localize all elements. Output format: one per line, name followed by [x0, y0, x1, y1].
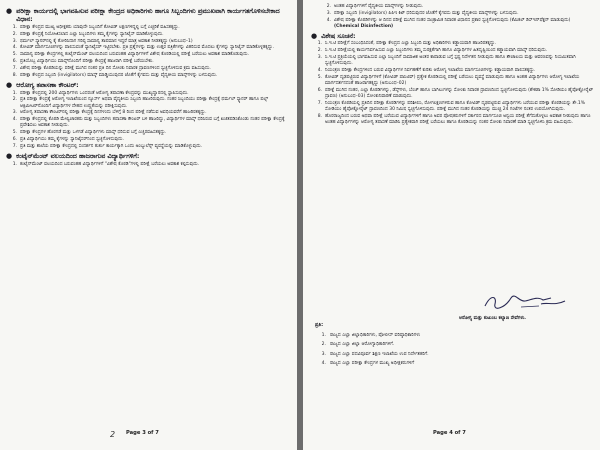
section-containment — [6, 152, 291, 168]
list-item: 4. ಕೋವಿಡ್ ಮಾರ್ಗಸೂಚಿಗಳನ್ನು ಪಾಲಿಸುವಂತೆ ಸ್ಯಾನಿಟೈಸರ್ ಇಟ್ಟಿರಬೇಕು. ಪ್ರತಿ ಪ್ರಶ್ನೆಗಳನ್ನು ಮತ್ತು ಉತ್ತರ ಪತ್ರಿಕೆಗಳನ್ನು ವಿತರಿಸುವ ಮೊದಲು ಕೈಗಳನ್ನು ಸ್ಯಾನಿಟೈಸ್ ಮಾಡಿಕೊಳ್ಳತಕ್ಕದ್ದು. — [12, 45, 274, 51]
section-heading: ● ಕಂಟೈನ್‌ಮೆಂಟ್ ವಲಯದಿಂದ ಹಾಜರಾಗುವ ವಿದ್ಯಾರ್ಥಿಗಳಿಗೆ: — [6, 152, 140, 161]
list-item: 2. ಪರೀಕ್ಷಾ ಕೇಂದ್ರಕ್ಕೆ ನಿಯೋಜಿಸಲಾದ ಎಲ್ಲಾ ಸಿಬ್ಬಂದಿಗಳು ತಮ್ಮ ಕೈಗಳನ್ನು ಸ್ಯಾನಿಟೈಸ್ ಮಾಡಿಕೊಳ್ಳುವುದು. — [12, 31, 164, 37]
list-item: 2. ಸಿ.ಇ.ಟಿ ಪರೀಕ್ಷೆಯಲ್ಲಿ ಕಾರ್ಯನಿರ್ವಹಿಸುವ ಎಲ್ಲಾ ಸಿಬ್ಬಂದಿಗಳು ತಮ್ಮ ಸುರಕ್ಷತೆಗಾಗಿ ಹಾಗೂ ವಿದ್ಯಾರ್ಥಿಗಳ ಹಿತದೃಷ್ಟಿಯಿಂದ ಕಡ್ಡಾಯವಾಗಿ ಮಾಸ್ಕ್ ಧರಿಸುವುದು. — [317, 48, 548, 54]
signature-icon — [481, 292, 571, 312]
section-exam-staff — [6, 7, 291, 79]
list-item: 6. ಪರೀಕ್ಷೆ ಮುಗಿದ ನಂತರ, ಎಲ್ಲಾ ಕೊಠಡಿಗಳನ್ನು, ಡೆಸ್ಕ್‌ಗಳು, ಬೆಂಚ್ ಹಾಗೂ ಬಾಗಿಲುಗಳನ್ನು ಸೋಂಕು ನಿವಾರಕ ದ್ರಾವಣದಿಂದ ಸ್ವಚ್ಛಗೊಳಿಸುವುದು (ಶೇಕಡಾ 1% ಸೋಡಿಯಂ ಹೈಪೋಕ್ಲೋರೈಟ್ ದ್ರಾವಣ) (ಅನುಬಂಧ–03) ಸೋಂಕುನಿವಾರಣೆ ಮಾಡುವುದು. — [317, 88, 594, 100]
list-item: 3. ಪರೀಕ್ಷಾ ಸಿಬ್ಬಂದಿ (invigilators) ಪಿಪಿಇ ಕಿಟ್ ಧರಿಸುವುದರ ಜೊತೆಗೆ ಕೈಗವಸು ಮತ್ತು ವೈದ್ಯಕೀಯ ಮಾಸ್ಕ್‌ಗಳನ್ನು ಬಳಸುವುದು. — [326, 10, 519, 16]
list-item: 5. ಕೋವಿಡ್ ದೃಢಪಟ್ಟಿರುವ ವಿದ್ಯಾರ್ಥಿಗಳಿಗೆ (ಕೋವಿಡ್ ಪಾಸಿಟಿವ್) ಪ್ರತ್ಯೇಕ ಕೊಠಡಿಯಲ್ಲಿ ಪರೀಕ್ಷೆ ಬರೆಯಲು ವ್ಯವಸ್ಥೆ ಮಾಡುವುದು ಹಾಗೂ ಅಂತಹ ವಿದ್ಯಾರ್ಥಿಗಳು ಆರೋಗ್ಯ ಇಲಾಖೆಯ ಮಾರ್ಗದರ್ಶನದಂತೆ ಹಾಜರಾಗತಕ್ಕದ್ದು (ಅನುಬಂಧ–02) — [317, 75, 580, 87]
list-item: 2. ಅಂತಹ ವಿದ್ಯಾರ್ಥಿಗಳಿಗೆ ವೈದ್ಯಕೀಯ ಮಾಸ್ಕ್‌ಗಳನ್ನು ನೀಡುವುದು. — [326, 4, 424, 9]
list-item: 3. ರಾಜ್ಯದ ಎಲ್ಲಾ ಪದವಿಪೂರ್ವ ಶಿಕ್ಷಣ ಇಲಾಖೆಯ ಉಪ ನಿರ್ದೇಶಕರಿಗೆ. — [321, 351, 429, 357]
list-item: 7. ಪ್ರತಿ ಮತ್ತು ಶಾಲೆಯ ಪರೀಕ್ಷಾ ಕೇಂದ್ರದಲ್ಲಿ ಸಂದರ್ಶನ ತುರ್ತು ಕಾರ್ಯಕ್ಕಾಗಿ ಒಂದು ಅಂಬ್ಯುಲೆನ್ಸ್ ವ್ಯವಸ್ಥೆಯನ್ನು ಮಾಡಿಕೊಳ್ಳುವುದು. — [12, 144, 203, 150]
list-item: 1. ಪರೀಕ್ಷಾ ಕೇಂದ್ರದಲ್ಲಿ 200 ವಿದ್ಯಾರ್ಥಿಗಳು ಒಂದರಂತೆ ಆರೋಗ್ಯ ತಪಾಸಣಾ ಕೇಂದ್ರವನ್ನು ಮುಖ್ಯದ್ವಾರದಲ್ಲಿ ಸ್ಥಾಪಿಸುವುದು. — [12, 90, 189, 96]
list-item: 6. ಪ್ರತಿಯೊಬ್ಬ ವಿದ್ಯಾರ್ಥಿಯು ಮಾಸ್ಕ್‌ನೊಂದಿಗೆ ಪರೀಕ್ಷಾ ಕೇಂದ್ರಕ್ಕೆ ಹಾಜರಾಗಿ ಪರೀಕ್ಷೆ ಬರೆಯಬೇಕು. — [12, 59, 154, 65]
section-heading: ● ವಿಶೇಷ ಸೂಚನೆ: — [311, 31, 356, 40]
list-item: 6. ಪ್ರತಿ ವಿದ್ಯಾರ್ಥಿಯು ತಮ್ಮ ಕೈಗಳನ್ನು ಸ್ಯಾನಿಟೈಸರ್‌ನಿಂದ ಸ್ವಚ್ಛಗೊಳಿಸುವುದು. — [12, 137, 124, 143]
list-item: 1. ಕಂಟೈನ್‌ಮೆಂಟ್ ವಲಯದಿಂದ ಬರುವಂತಹ ವಿದ್ಯಾರ್ಥಿಗಳಿಗೆ "ವಿಶೇಷ ಕೊಠಡಿ"ಗಳಲ್ಲಿ ಪರೀಕ್ಷೆ ಬರೆಯಲು ಅವಕಾಶ ಕಲ್ಪಿಸುವುದು. — [12, 161, 200, 167]
section-special-instructions — [311, 32, 594, 126]
list-item: 1. ಪರೀಕ್ಷಾ ಕೇಂದ್ರದ ಮುಖ್ಯ ಅಧೀಕ್ಷಕರು ಯಾವುದೇ ಸಿಬ್ಬಂದಿಗೆ ಕೋವಿಡ್ ಲಕ್ಷಣಗಳಿದ್ದಲ್ಲಿ ಬಗ್ಗೆ ಎಚ್ಚರಿಕೆ ವಹಿಸತಕ್ಕದ್ದು. — [12, 24, 180, 30]
containment-continued — [311, 4, 594, 30]
list-item: 4. ವಿಶೇಷ ಪರೀಕ್ಷಾ ಕೊಠಡಿಗಳನ್ನು ಆ ದಿನದ ಪರೀಕ್ಷೆ ಮುಗಿದ ನಂತರ ಸಾಂಕ್ರಾಮಿಕ ನಿವಾರಕ ವಿಧಾನದ ಪ್ರಕಾರ ಸ್ವಚ್ಛಗೊಳಿಸುವುದು (ಕೆಮಿಕಲ್ ಡಿಸ್‌ಇನ್‌ಫೆಕ್ಷನ್ ಮಾಡುವುದು) (Chemical Disinfection) — [326, 17, 571, 29]
chemical-disinfection-note: (Chemical Disinfection) — [334, 23, 394, 29]
bullet-icon: ● — [6, 152, 13, 161]
section-health-counter — [6, 81, 291, 150]
list-item: 5. ಸಾಮಾನ್ಯ ಪರೀಕ್ಷಾ ಕೇಂದ್ರಗಳಲ್ಲಿ ಕಂಟೈನ್‌ಮೆಂಟ್ ವಲಯದಿಂದ ಬರುವಂತಹ ವಿದ್ಯಾರ್ಥಿಗಳಿಗೆ ವಿಶೇಷ ಕೊಠಡಿಯಲ್ಲಿ ಪರೀಕ್ಷೆ ಬರೆಯಲು ಅವಕಾಶ ಮಾಡಿಕೊಡುವುದು. — [12, 52, 249, 58]
bullet-icon: ● — [6, 81, 13, 90]
list-item: 7. ವಿಶೇಷ ಪರೀಕ್ಷಾ ಕೊಠಡಿಯನ್ನು ಪರೀಕ್ಷೆ ಮುಗಿದ ನಂತರ ಪ್ರತಿ ದಿನ ಸೋಂಕು ನಿವಾರಕ ದ್ರಾವಣಗಳಿಂದ ಸ್ವಚ್ಛಗೊಳಿಸುವ ಕ್ರಮ ವಹಿಸುವುದು. — [12, 66, 211, 72]
signature-caption: ಆರೋಗ್ಯ ಮತ್ತು ಕುಟುಂಬ ಕಲ್ಯಾಣ ಸೇವೆಗಳು. — [459, 316, 527, 321]
list-item: 5. ಪರೀಕ್ಷಾ ಕೇಂದ್ರಗಳ ಹೊರಗಡೆ ಮತ್ತು ಒಳಗಡೆ ವಿದ್ಯಾರ್ಥಿಗಳು ಮಾಸ್ಕ್ ಧರಿಸುವ ಬಗ್ಗೆ ಎಚ್ಚರವಹಿಸತಕ್ಕದ್ದು. — [12, 130, 167, 136]
list-item: 4. ಪರೀಕ್ಷಾ ಕೇಂದ್ರದಲ್ಲಿ ಕೊಠಡಿ ಮೇಲ್ವಿಚಾರಕರು ಮತ್ತು ಸಿಬ್ಬಂದಿಗಳು ತಪಾಸಣಾ ಕೌಂಟರ್ ಬಳಿ ಹಾಜರಿದ್ದು, ವಿದ್ಯಾರ್ಥಿಗಳ ಮಾಸ್ಕ್ ಧರಿಸಿರುವ ಬಗ್ಗೆ ಖಚಿತಪಡಿಸಿಕೊಂಡು ನಂತರ ಪರೀಕ್ಷಾ ಕೇಂದ್ರಕ್ಕೆ ಪ್ರವೇಶಿಸಲು ಅವಕಾಶ ನೀಡುವುದು. — [12, 117, 285, 129]
copy-to-label: ಪ್ರತಿ: — [315, 322, 324, 328]
document-page-3 — [0, 0, 297, 450]
page-number: Page 3 of 7 — [126, 430, 159, 436]
list-item: 1. ಸಿ.ಇ.ಟಿ ಪರೀಕ್ಷೆಗೆ ಸಂಬಂಧಿಸಿದಂತೆ, ಪರೀಕ್ಷಾ ಕೇಂದ್ರದ ಎಲ್ಲಾ ಸಿಬ್ಬಂದಿ ಮತ್ತು ಅಧಿಕಾರಿಗಳು ಕಡ್ಡಾಯವಾಗಿ ಹಾಜರಿರತಕ್ಕದ್ದು. — [317, 41, 497, 47]
list-item: 8. ಪರೀಕ್ಷಾ ಕೇಂದ್ರದ ಸಿಬ್ಬಂದಿ (invigilators) ಮಾಸ್ಕ್ ಮಾಡ್ಡಿಯುವುದರ ಜೊತೆಗೆ ಕೈಗವಸು ಮತ್ತು ವೈದ್ಯಕೀಯ ಮಾಸ್ಕ್‌ಗಳನ್ನು ಬಳಸುವುದು. — [12, 73, 218, 79]
list-item: 4. ರಾಜ್ಯದ ಎಲ್ಲಾ ಪರೀಕ್ಷಾ ಕೇಂದ್ರಗಳ ಮುಖ್ಯ ಅಧೀಕ್ಷಕರುಗಳಿಗೆ — [321, 361, 415, 367]
list-item: 4. ನಿಯಂತ್ರಣ ಪರೀಕ್ಷಾ ಕೇಂದ್ರಗಳಿಂದ ಬರುವ ವಿದ್ಯಾರ್ಥಿಗಳ ನಿರ್ವಹಣೆಗೆ ಕುರಿತು ಆರೋಗ್ಯ ಇಲಾಖೆಯ ಮಾರ್ಗಸೂಚಿಗಳನ್ನು ಕಡ್ಡಾಯವಾಗಿ ಪಾಲಿಸತಕ್ಕದ್ದು. — [317, 68, 536, 74]
copy-to-list — [319, 332, 589, 370]
document-page-4 — [303, 0, 600, 450]
list-item: 3. ಸಿ.ಇ.ಟಿ ಪ್ರಕ್ರಿಯೆಯಲ್ಲಿ ಭಾಗವಹಿಸುವ ಎಲ್ಲಾ ಸಿಬ್ಬಂದಿಗೆ ಸಾಮಾಜಿಕ ಅಂತರ ಕಾಪಾಡುವ ಬಗ್ಗೆ ಸ್ಪಷ್ಟ ನಿರ್ದೇಶನ ನೀಡುವುದು ಹಾಗೂ ಶೌಚಾಲಯ ಮತ್ತು ಆವರಣವನ್ನು ನಿಯಮಿತವಾಗಿ ಸ್ವಚ್ಛಗೊಳಿಸುವುದು. — [317, 55, 576, 67]
section-heading: ● ಆರೋಗ್ಯ ತಪಾಸಣಾ ಕೌಂಟರ್: — [6, 81, 79, 90]
page-number: Page 4 of 7 — [433, 430, 466, 436]
list-item: 2. ರಾಜ್ಯದ ಎಲ್ಲಾ ಜಿಲ್ಲಾ ಆರೋಗ್ಯಾಧಿಕಾರಿಗಳಿಗೆ. — [321, 342, 395, 348]
list-item: 8. ಹೊರರಾಜ್ಯದಿಂದ ಬರುವ ಅಥವಾ ಪರೀಕ್ಷೆ ಬರೆಯುವ ವಿದ್ಯಾರ್ಥಿಗಳಿಗೆ ಹಾಗೂ ಅವರ ಪೋಷಕರುಗಳಿಗೆ ಸರ್ಕಾರದ ಮಾರ್ಗಸೂಚಿ ಅನ್ವಯ ಪರೀಕ್ಷೆ ತೆಗೆದುಕೊಳ್ಳಲು ಅವಕಾಶ ನೀಡುವುದು ಹಾಗೂ ಅಂತಹ ವಿದ್ಯಾರ್ಥಿಗಳನ್ನು ಆರೋಗ್ಯ ತಪಾಸಣೆ ಮಾಡಿಸಿ ಪ್ರತ್ಯೇಕವಾಗಿ ಪರೀಕ್ಷೆ ಬರೆಯಲು ಹಾಗೂ ಕೊಠಡಿಯನ್ನು ನಂತರ ಸೋಂಕು ನಿವಾರಣೆ ಮಾಡಿ ಸ್ವಚ್ಛಗೊಳಿಸಿ ಕ್ರಮ ವಹಿಸುವುದು. — [317, 113, 591, 126]
handwritten-page-mark: 2 — [110, 430, 116, 439]
list-item: 7. ನಿಯಂತ್ರಣ ಕೊಠಡಿಯಲ್ಲಿ ಪ್ರತಿದಿನ ಪರೀಕ್ಷಾ ಕೊಠಡಿಗಳನ್ನು ಪರಿಶೀಲಿಸಿ, ರೋಗಲಕ್ಷಣಗಳಿರುವ ಹಾಗೂ ಕೋವಿಡ್ ದೃಢಪಟ್ಟಿರುವ ವಿದ್ಯಾರ್ಥಿಗಳು ಬರೆಯುವ ಪರೀಕ್ಷಾ ಕೊಠಡಿಯನ್ನು ಶೇ.1% ಸೋಡಿಯಂ ಹೈಪೋಕ್ಲೋರೈಟ್ ದ್ರಾವಣದಿಂದ 30 ನಿಮಿಷ ಸ್ವಚ್ಛಗೊಳಿಸುವುದು. ಪರೀಕ್ಷೆ ಮುಗಿದ ನಂತರ ಕೊಠಡಿಯನ್ನು ಮುಚ್ಚಿ 24 ಗಂಟೆಗಳ ನಂತರ ಉಪಯೋಗಿಸುವುದು. — [317, 101, 586, 113]
section-heading: ● ಪರೀಕ್ಷಾ ಕಾರ್ಯದಲ್ಲಿ ಭಾಗವಹಿಸುವ ಪರೀಕ್ಷಾ ಕೇಂದ್ರದ ಅಧಿಕಾರಿಗಳು ಹಾಗೂ ಸಿಬ್ಬಂದಿಗಳು ಪ್ರಮುಖವಾಗಿ ಕಾರ್ಯಗತಗೊಳಿಸಬೇಕಾದ ವಿಧಾನ: — [6, 7, 280, 24]
list-item: 2. ಪ್ರತಿ ಪರೀಕ್ಷಾ ಕೇಂದ್ರಕ್ಕೆ ಆರೋಗ್ಯ ಇಲಾಖೆಯಿಂದ ನ್ಯೂರ್ಸ್ ಅಥವಾ ವೈದ್ಯಕೀಯ ಸಿಬ್ಬಂದಿ ಹಾಜರಿರುವುದು. ನಂತರ ಸಿಬ್ಬಂದಿಯು ಪರೀಕ್ಷಾ ಕೇಂದ್ರಕ್ಕೆ ಥರ್ಮಲ್ ಸ್ಕ್ಯಾನರ್ ಹಾಗೂ ಪಲ್ಸ್ ಆಕ್ಸಿಮೀಟರ್‌ನೊಂದಿಗೆ ವಿದ್ಯಾರ್ಥಿಗಳ ದೇಹದ ಉಷ್ಣತೆಯನ್ನು ಪರೀಕ್ಷಿಸುವುದು. — [12, 97, 269, 109]
bullet-icon: ● — [6, 7, 13, 15]
list-item: 3. ಆರೋಗ್ಯ ತಪಾಸಣಾ ಕೌಂಟರ್‌ನಲ್ಲಿ ಪರೀಕ್ಷಾ ಕೇಂದ್ರಕ್ಕೆ ದಿನಗಳಂದು ಬೆಳಿಗ್ಗೆ 8 ರಿಂದ ಪರೀಕ್ಷೆ ನಡೆಸುವ ಅವಧಿಯವರೆಗೆ ಹಾಜರಿರತಕ್ಕದ್ದು. — [12, 110, 207, 116]
list-item: 3. ಥರ್ಮಲ್ ಸ್ಕ್ಯಾನರ್‌ನಲ್ಲಿ ಕೈ ತೋರಿಸಿದಾಗ ಗರಿಷ್ಠ ಸಾಮಾನ್ಯ ತಾಪಮಾನ ಇದ್ದರೆ ಮಾತ್ರ ಅವಕಾಶ ನೀಡತಕ್ಕದ್ದು (ಅನುಬಂಧ–1) — [12, 38, 193, 44]
bullet-icon: ● — [311, 31, 318, 40]
list-item: 1. ರಾಜ್ಯದ ಎಲ್ಲಾ ಜಿಲ್ಲಾಧಿಕಾರಿಗಳು, ಪೋಲೀಸ್ ವರಿಷ್ಠಾಧಿಕಾರಿಗಳು — [321, 333, 421, 338]
